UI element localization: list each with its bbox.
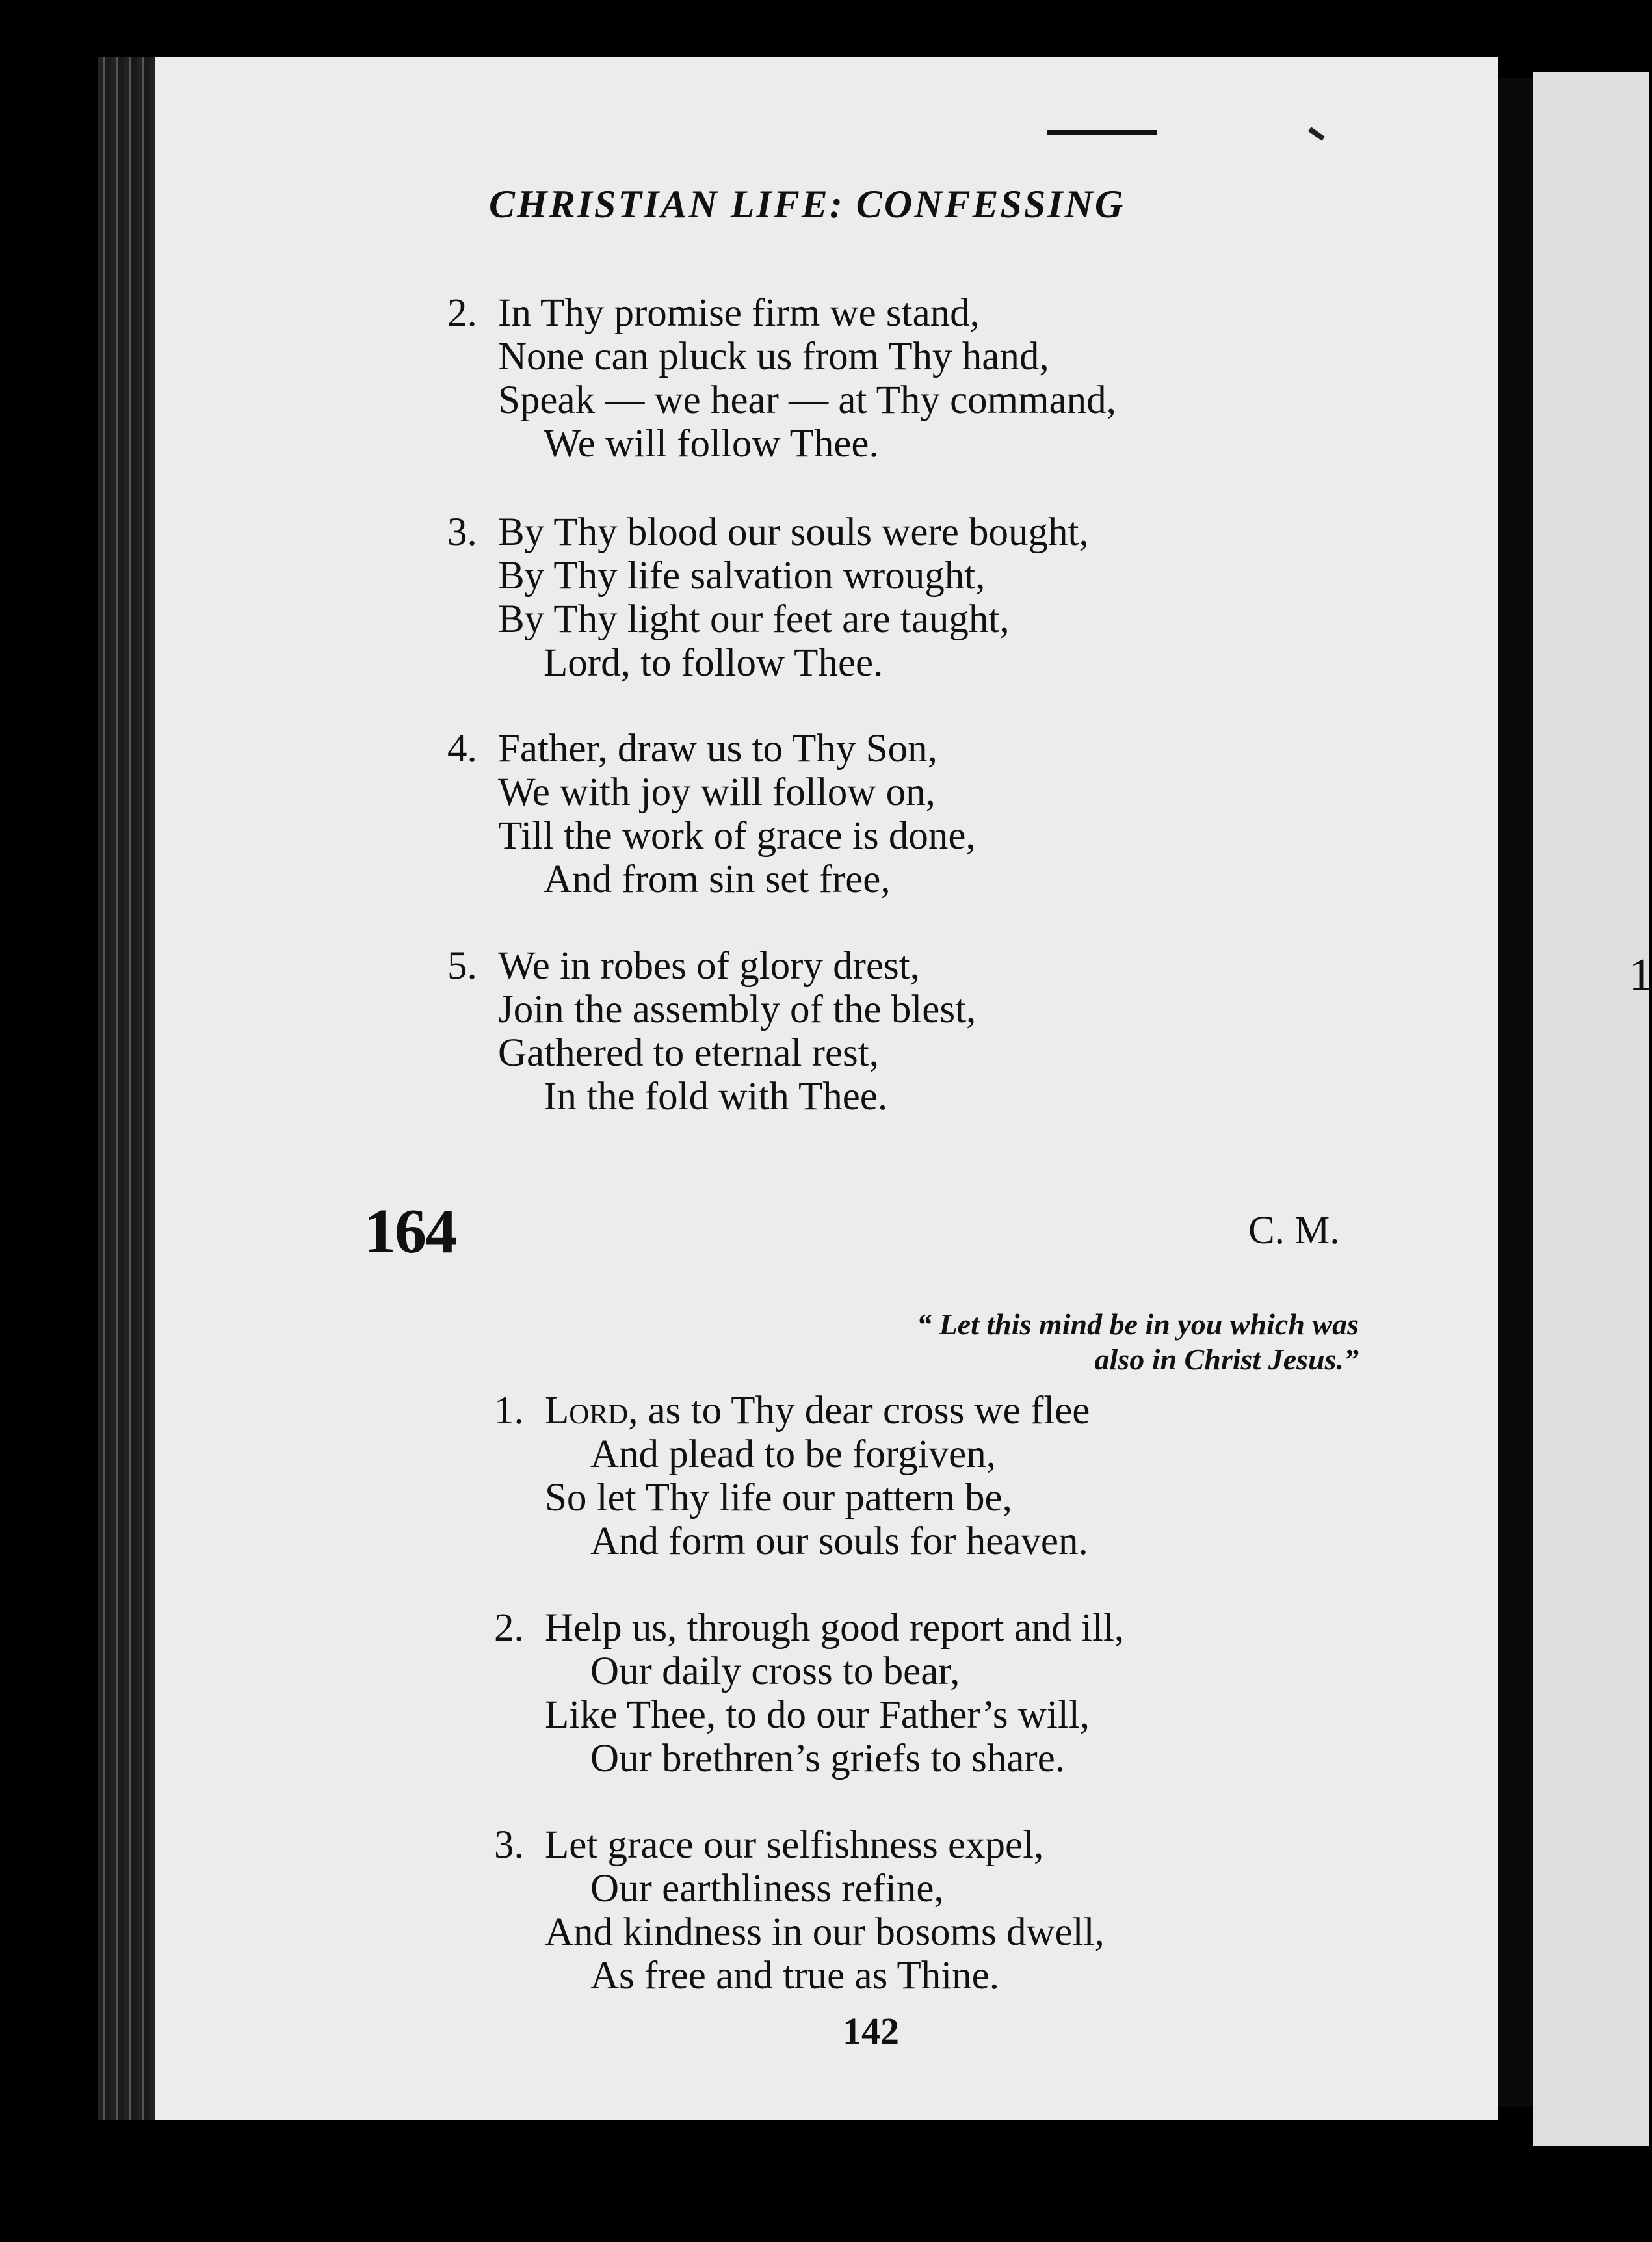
book-spine — [98, 57, 155, 2120]
hymn-number: 164 — [364, 1196, 456, 1267]
scripture-epigraph — [683, 1307, 1359, 1377]
verse-5 — [447, 944, 977, 1118]
verse-line: And kindness in our bosoms dwell, — [545, 1910, 1105, 1954]
hymn-meter: C. M. — [1248, 1209, 1340, 1252]
verse-number: 3. — [447, 510, 477, 554]
verse-number: 4. — [447, 727, 477, 771]
verse-line: Like Thee, to do our Father’s will, — [545, 1693, 1090, 1737]
verse-line: Father, draw us to Thy Son, — [498, 727, 937, 771]
next-page-fragment: 1 — [1629, 950, 1652, 1000]
verse-line: Let grace our selfishness expel, — [545, 1823, 1044, 1867]
verse-line: We in robes of glory drest, — [498, 944, 920, 988]
verse-number: 5. — [447, 944, 477, 988]
verse-line: As free and true as Thine. — [590, 1954, 999, 1998]
verse-line: Till the work of grace is done, — [498, 814, 976, 858]
verse-line: And plead to be forgiven, — [590, 1432, 996, 1476]
verse-line: Our daily cross to bear, — [590, 1650, 960, 1693]
verse-number: 1. — [494, 1389, 524, 1432]
verse-first-word: Lord — [545, 1389, 629, 1432]
verse-4 — [447, 727, 976, 901]
verse-line-rest: , as to Thy dear cross we flee — [628, 1389, 1090, 1432]
verse-line: By Thy light our feet are taught, — [498, 598, 1010, 641]
verse-refrain: Lord, to follow Thee. — [544, 641, 884, 685]
verse-line: In Thy promise firm we stand, — [498, 291, 980, 335]
verse-line: And form our souls for heaven. — [590, 1520, 1088, 1563]
hymn-164-verse-3 — [494, 1823, 1105, 1998]
verse-line: Gathered to eternal rest, — [498, 1031, 879, 1075]
verse-line: By Thy blood our souls were bought, — [498, 510, 1089, 554]
verse-line: Our brethren’s griefs to share. — [590, 1737, 1066, 1780]
verse-3 — [447, 510, 1089, 685]
verse-line: Help us, through good report and ill, — [545, 1606, 1125, 1650]
hymn-164-verse-2 — [494, 1606, 1125, 1780]
top-rule — [1047, 130, 1157, 135]
verse-refrain: We will follow Thee. — [544, 422, 879, 466]
epigraph-line: also in Christ Jesus.” — [1094, 1343, 1359, 1376]
verse-line: So let Thy life our pattern be, — [545, 1476, 1012, 1520]
verse-line: Our earthliness refine, — [590, 1867, 944, 1910]
verse-first-line — [545, 1389, 1090, 1432]
verse-line: We with joy will follow on, — [498, 771, 936, 814]
hymn-164-verse-1 — [494, 1389, 1090, 1563]
page-gutter — [1498, 78, 1533, 2107]
page-number: 142 — [843, 2010, 899, 2052]
verse-refrain: In the fold with Thee. — [544, 1075, 888, 1118]
verse-number: 2. — [494, 1606, 524, 1650]
verse-2 — [447, 291, 1116, 466]
verse-refrain: And from sin set free, — [544, 858, 891, 901]
verse-number: 3. — [494, 1823, 524, 1867]
verse-line: Speak — we hear — at Thy command, — [498, 378, 1116, 422]
verse-line: None can pluck us from Thy hand, — [498, 335, 1049, 378]
verse-line: Join the assembly of the blest, — [498, 988, 977, 1031]
next-page-edge — [1533, 72, 1649, 2146]
epigraph-line: “ Let this mind be in you which was — [917, 1308, 1359, 1341]
verse-number: 2. — [447, 291, 477, 335]
running-head: CHRISTIAN LIFE: CONFESSING — [489, 183, 1125, 226]
verse-line: By Thy life salvation wrought, — [498, 554, 986, 598]
